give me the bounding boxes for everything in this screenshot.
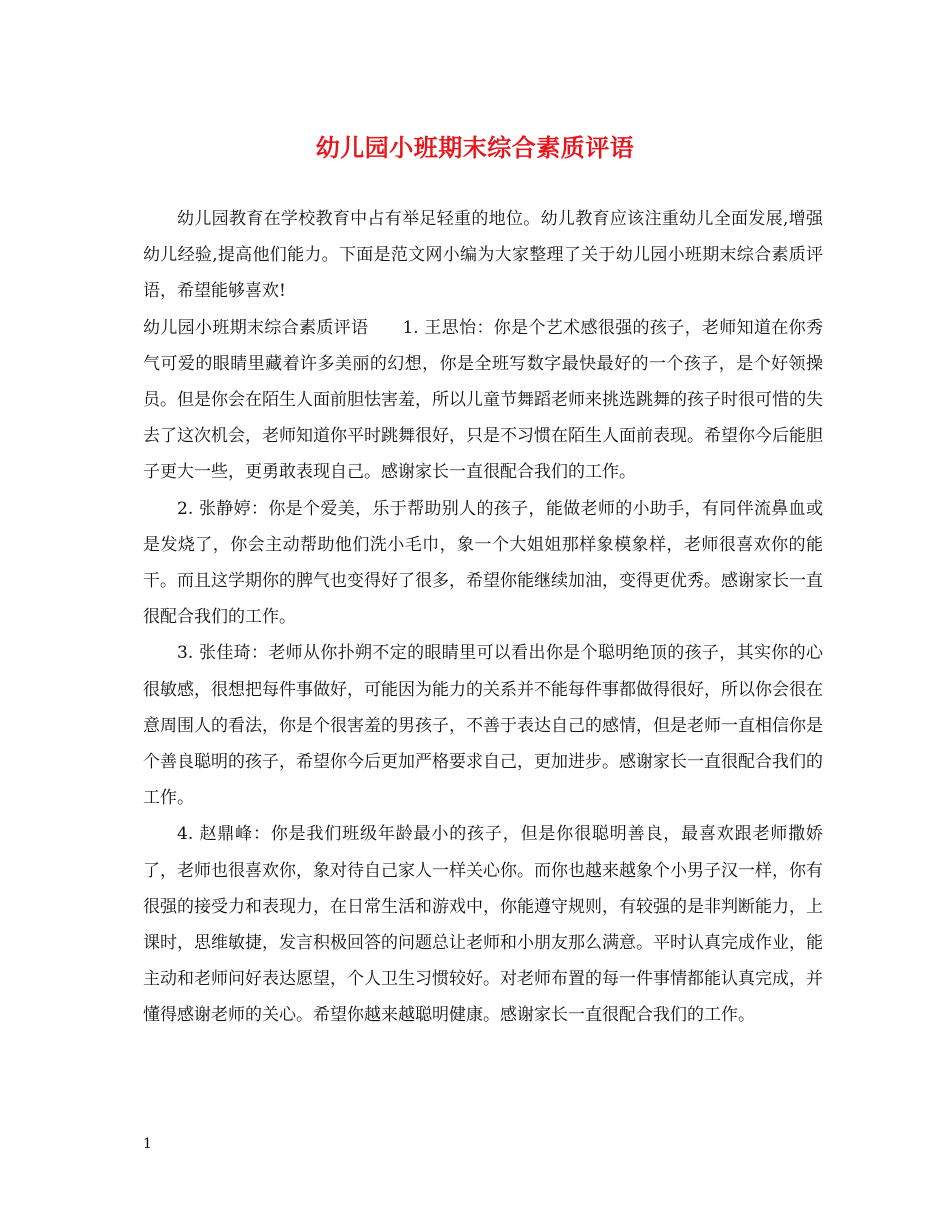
section-heading: 幼儿园小班期末综合素质评语 [143,317,369,338]
entry-paragraph: 2. 张静婷：你是个爱美，乐于帮助别人的孩子，能做老师的小助手，有同伴流鼻血或是发烧了，你会主动帮助他们洗小毛巾，象一个大姐姐那样象模象样，老师很喜欢你的能干。而且这学期你的脾气也变得好了很多，希望你能继续加油，变得更优秀。感谢家长一直很配合我们的工作。 [143,498,823,628]
document-title: 幼儿园小班期末综合素质评语 [315,133,635,162]
entry-paragraph: 4. 赵鼎峰：你是我们班级年龄最小的孩子，但是你很聪明善良，最喜欢跟老师撒娇了，老师也很喜欢你，象对待自己家人一样关心你。而你也越来越象个小男子汉一样，你有很强的接受力和表现力，在日常生活和游戏中，你能遵守规则，有较强的是非判断能力，上课时，思维敏捷，发言积极回答的问题总让老师和小朋友那么满意。平时认真完成作业，能主动和老师问好表达愿望，个人卫生习惯较好。对老师布置的每一件事情都能认真完成，并懂得感谢老师的关心。希望你越来越聪明健康。感谢家长一直很配合我们的工作。 [143,824,823,1026]
entry-text: 1. 王思怡：你是个艺术感很强的孩子，老师知道在你秀气可爱的眼睛里藏着许多美丽的幻想，你是全班写数字最快最好的一个孩子，是个好领操员。但是你会在陌生人面前胆怯害羞，所以儿童节舞蹈老师来挑选跳舞的孩子时很可惜的失去了这次机会，老师知道你平时跳舞很好，只是不习惯在陌生人面前表现。希望你今后能胆子更大一些，更勇敢表现自己。感谢家长一直很配合我们的工作。 [143,317,823,483]
intro-paragraph: 幼儿园教育在学校教育中占有举足轻重的地位。幼儿教育应该注重幼儿全面发展,增强幼儿经验,提高他们能力。下面是范文网小编为大家整理了关于幼儿园小班期末综合素质评语，希望能够喜欢! [143,209,823,302]
entry-paragraph: 3. 张佳琦：老师从你扑朔不定的眼睛里可以看出你是个聪明绝顶的孩子，其实你的心很敏感，很想把每件事做好，可能因为能力的关系并不能每件事都做得很好，所以你会很在意周围人的看法，你是个很害羞的男孩子，不善于表达自己的感情，但是老师一直相信你是个善良聪明的孩子，希望你今后更加严格要求自己，更加进步。感谢家长一直很配合我们的工作。 [143,643,823,809]
first-entry-paragraph [143,310,823,491]
page-number: 1 [143,1136,152,1152]
document-body [143,201,823,1034]
